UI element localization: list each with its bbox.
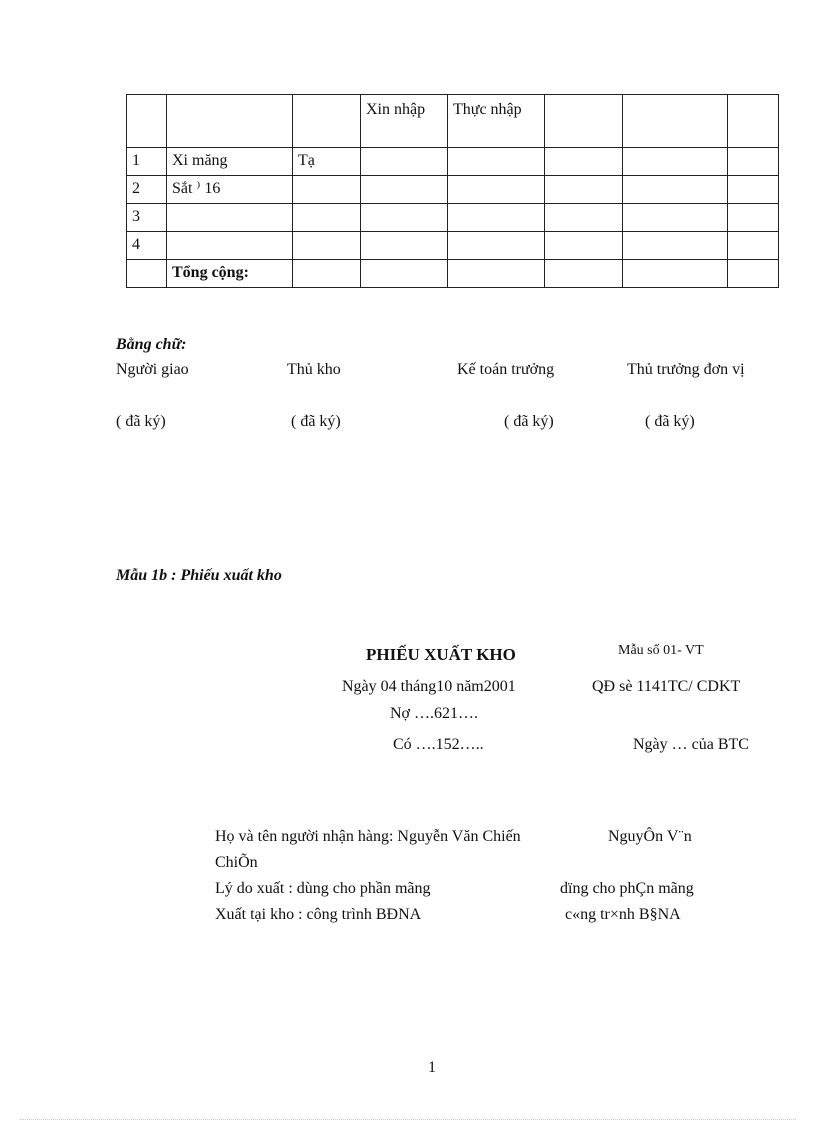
table-cell bbox=[293, 176, 361, 204]
table-cell bbox=[728, 232, 779, 260]
table-cell bbox=[728, 204, 779, 232]
table-cell bbox=[623, 148, 728, 176]
btc-date: Ngày … của BTC bbox=[633, 736, 749, 753]
table-cell bbox=[293, 204, 361, 232]
table-header-row bbox=[127, 95, 779, 148]
table-cell bbox=[623, 260, 728, 288]
export-reason: Lý do xuất : dùng cho phần mãng bbox=[215, 880, 431, 897]
credit-account: Có ….152….. bbox=[393, 736, 484, 753]
table-cell: Thực nhập bbox=[448, 95, 545, 148]
table-cell: 1 bbox=[127, 148, 167, 176]
table-cell bbox=[728, 95, 779, 148]
form-number: Mẫu số 01- VT bbox=[618, 643, 704, 658]
export-reason-garbled: dïng cho phÇn mãng bbox=[560, 880, 694, 897]
role-storekeeper: Thủ kho bbox=[287, 361, 341, 378]
table-cell bbox=[293, 232, 361, 260]
decision-number: QĐ sè 1141TC/ CDKT bbox=[592, 678, 741, 695]
table-cell bbox=[623, 95, 728, 148]
signed-storekeeper: ( đã ký) bbox=[291, 413, 341, 430]
table-cell bbox=[448, 260, 545, 288]
table-cell bbox=[167, 204, 293, 232]
section-title: Mẫu 1b : Phiếu xuất kho bbox=[116, 567, 282, 584]
table-cell bbox=[728, 176, 779, 204]
table-cell bbox=[448, 232, 545, 260]
table-cell bbox=[167, 95, 293, 148]
amount-in-words-label: Bằng chữ: bbox=[116, 336, 187, 353]
table-cell bbox=[167, 232, 293, 260]
table-cell bbox=[545, 95, 623, 148]
role-deliverer: Người giao bbox=[116, 361, 189, 378]
export-warehouse: Xuất tại kho : công trình BĐNA bbox=[215, 906, 422, 923]
signed-deliverer: ( đã ký) bbox=[116, 413, 166, 430]
signed-chief-accountant: ( đã ký) bbox=[504, 413, 554, 430]
table-cell: Tổng cộng: bbox=[167, 260, 293, 288]
table-cell bbox=[448, 148, 545, 176]
page-edge-divider bbox=[20, 1119, 796, 1120]
table-cell bbox=[545, 176, 623, 204]
table-cell: 2 bbox=[127, 176, 167, 204]
table-cell bbox=[448, 204, 545, 232]
table-cell: 3 bbox=[127, 204, 167, 232]
receiver-name-garbled-cont: ChiÕn bbox=[215, 854, 258, 871]
table-cell: Xi măng bbox=[167, 148, 293, 176]
table-cell bbox=[293, 95, 361, 148]
table-row bbox=[127, 148, 779, 176]
table-cell: 4 bbox=[127, 232, 167, 260]
export-warehouse-garbled: c«ng tr×nh B§NA bbox=[565, 906, 681, 923]
table-cell: Tạ bbox=[293, 148, 361, 176]
table-cell bbox=[127, 95, 167, 148]
voucher-date: Ngày 04 tháng10 năm2001 bbox=[342, 678, 516, 695]
table-cell bbox=[293, 260, 361, 288]
role-chief-accountant: Kế toán trưởng bbox=[457, 361, 555, 378]
role-unit-head: Thủ trưởng đơn vị bbox=[627, 361, 745, 378]
table-cell bbox=[361, 260, 448, 288]
table-cell: Sắt ⁾ 16 bbox=[167, 176, 293, 204]
table-cell bbox=[623, 204, 728, 232]
voucher-title: PHIẾU XUẤT KHO bbox=[366, 645, 516, 664]
table-cell bbox=[623, 232, 728, 260]
table-cell bbox=[545, 204, 623, 232]
table-cell bbox=[127, 260, 167, 288]
receiver-name: Họ và tên người nhận hàng: Nguyễn Văn Chiến bbox=[215, 828, 521, 845]
table-cell bbox=[361, 176, 448, 204]
receiver-name-garbled: NguyÔn V¨n bbox=[608, 828, 692, 845]
table-cell bbox=[623, 176, 728, 204]
page-number: 1 bbox=[428, 1059, 436, 1076]
table-cell bbox=[448, 176, 545, 204]
goods-table bbox=[126, 94, 779, 288]
table-row bbox=[127, 232, 779, 260]
table-cell bbox=[361, 204, 448, 232]
table-cell bbox=[728, 260, 779, 288]
table-cell bbox=[545, 148, 623, 176]
table-cell bbox=[545, 232, 623, 260]
table-total-row bbox=[127, 260, 779, 288]
table-row bbox=[127, 204, 779, 232]
table-cell: Xin nhập bbox=[361, 95, 448, 148]
table-cell bbox=[728, 148, 779, 176]
table-row bbox=[127, 176, 779, 204]
signed-unit-head: ( đã ký) bbox=[645, 413, 695, 430]
table-cell bbox=[361, 148, 448, 176]
table-cell bbox=[361, 232, 448, 260]
debit-account: Nợ ….621…. bbox=[390, 705, 479, 722]
table-cell bbox=[545, 260, 623, 288]
